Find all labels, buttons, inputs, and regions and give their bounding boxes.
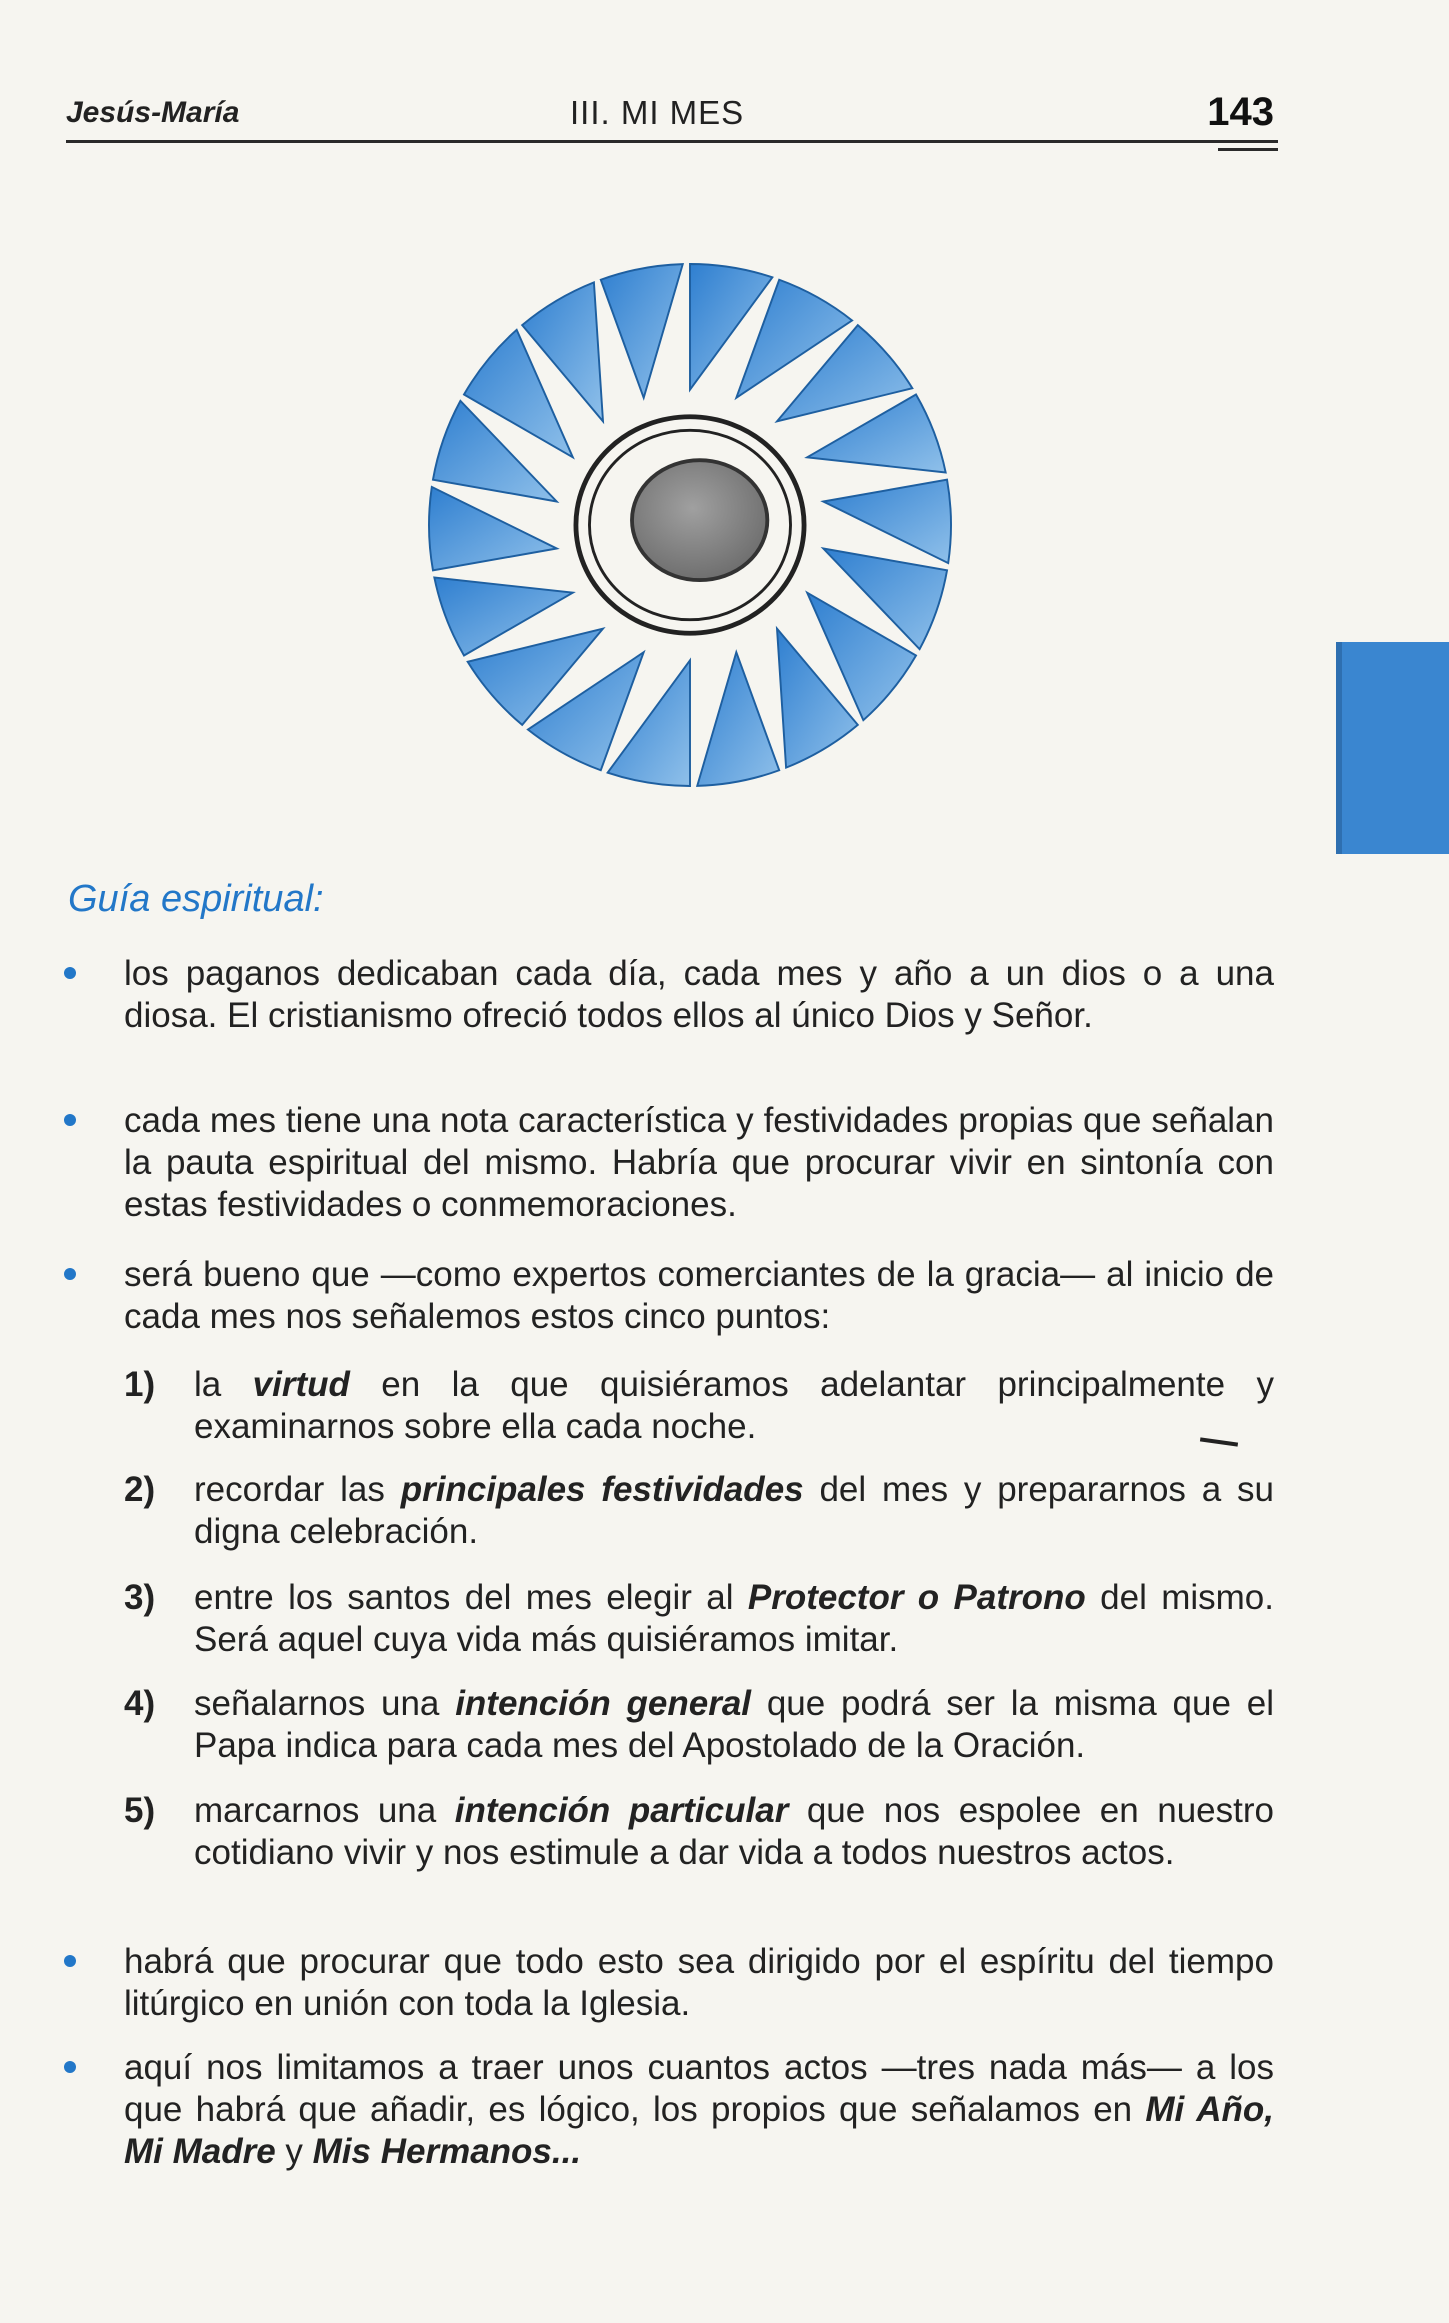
emblem-ray [429, 487, 557, 570]
bullet-dot-icon [64, 1114, 76, 1126]
item-number: 2) [124, 1470, 156, 1509]
item-text: marcarnos una intención particular que nos espolee en nuestro cotidiano vivir y nos estimule a dar vida a todos nuestros actos. [194, 1791, 1274, 1872]
numbered-item [124, 1469, 1274, 1553]
item-number: 5) [124, 1791, 156, 1830]
bullet-text: los paganos dedicaban cada día, cada mes y año a un dios o a una diosa. El cristianismo ofreció todos ellos al único Dios y Señor. [124, 954, 1274, 1035]
item-number: 3) [124, 1578, 156, 1617]
numbered-item [124, 1683, 1274, 1767]
bullet-dot-icon [64, 1955, 76, 1967]
item-text: entre los santos del mes elegir al Protector o Patrono del mismo. Será aquel cuya vida más quisiéramos imitar. [194, 1578, 1274, 1659]
chapter-side-tab [1336, 642, 1449, 854]
emblem-ray [601, 264, 683, 398]
numbered-item [124, 1364, 1274, 1448]
running-head-author: Jesús-María [66, 96, 240, 129]
item-text: recordar las principales festividades del mes y prepararnos a su digna celebración. [194, 1470, 1274, 1551]
bullet-text: habrá que procurar que todo esto sea dirigido por el espíritu del tiempo litúrgico en unión con toda la Iglesia. [124, 1942, 1274, 2023]
header-rule [66, 140, 1278, 143]
bullet-text: será bueno que —como expertos comerciantes de la gracia— al inicio de cada mes nos señalemos estos cinco puntos: [124, 1255, 1274, 1336]
numbered-item [124, 1790, 1274, 1874]
page-header [66, 90, 1278, 146]
page-number: 143 [1207, 90, 1274, 134]
bullet-item [54, 1254, 1274, 1338]
bullet-item [54, 953, 1274, 1037]
emblem-ray [823, 480, 951, 563]
emblem-core [632, 460, 767, 580]
bullet-text: aquí nos limitamos a traer unos cuantos actos —tres nada más— a los que habrá que añadir, es lógico, los propios que señalamos en Mi Año, Mi Madre y Mis Hermanos... [124, 2048, 1274, 2171]
section-title: Guía espiritual: [68, 878, 324, 920]
bullet-item [54, 2047, 1274, 2173]
bullet-item [54, 1941, 1274, 2025]
emblem-ray [697, 652, 779, 786]
item-text: la virtud en la que quisiéramos adelantar principalmente y examinarnos sobre ella cada noche. [194, 1365, 1274, 1446]
item-text: señalarnos una intención general que podrá ser la misma que el Papa indica para cada mes del Apostolado de la Oración. [194, 1684, 1274, 1765]
chapter-side-tab-edge [1336, 642, 1342, 854]
bullet-item [54, 1100, 1274, 1226]
numbered-item [124, 1577, 1274, 1661]
bullet-text: cada mes tiene una nota característica y festividades propias que señalan la pauta espiritual del mismo. Habría que procurar vivir en sintonía con estas festividades o conmemoraciones. [124, 1101, 1274, 1224]
page-number-underline [1218, 148, 1278, 151]
bullet-dot-icon [64, 967, 76, 979]
item-number: 4) [124, 1684, 156, 1723]
sun-emblem-icon [400, 235, 980, 815]
item-number: 1) [124, 1365, 156, 1404]
bullet-dot-icon [64, 1268, 76, 1280]
bullet-dot-icon [64, 2061, 76, 2073]
running-head-chapter: III. MI MES [570, 94, 745, 131]
